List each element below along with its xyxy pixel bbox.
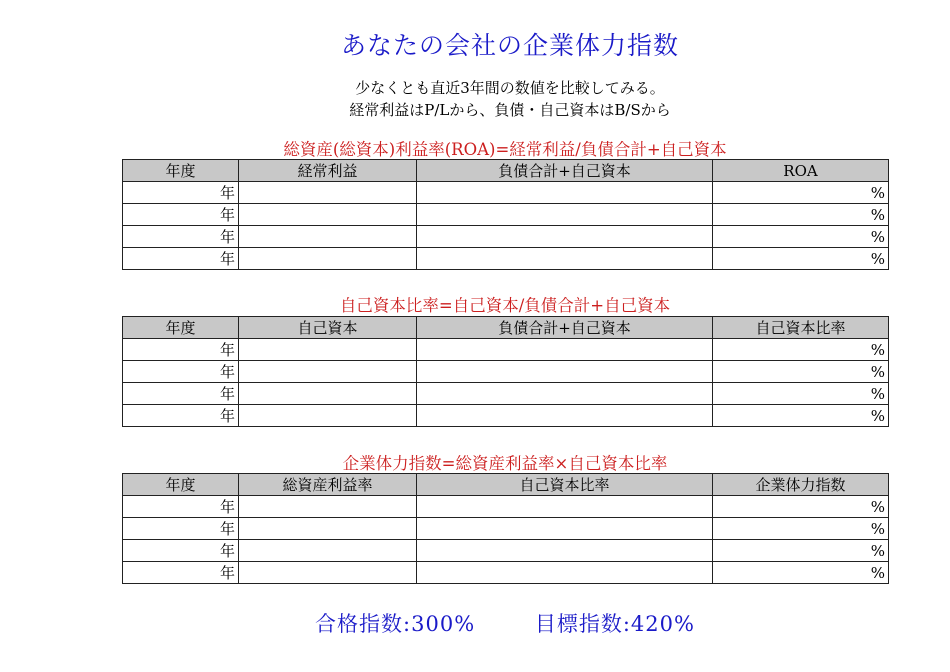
table-header-row bbox=[123, 474, 889, 496]
input-cell[interactable] bbox=[239, 226, 417, 248]
input-cell[interactable] bbox=[417, 383, 713, 405]
input-cell[interactable] bbox=[239, 361, 417, 383]
input-cell[interactable] bbox=[239, 182, 417, 204]
input-cell[interactable] bbox=[239, 204, 417, 226]
input-cell[interactable] bbox=[417, 496, 713, 518]
year-cell[interactable]: 年 bbox=[123, 496, 239, 518]
percent-cell[interactable]: % bbox=[713, 518, 889, 540]
year-cell[interactable]: 年 bbox=[123, 182, 239, 204]
input-cell[interactable] bbox=[417, 339, 713, 361]
year-cell[interactable]: 年 bbox=[123, 405, 239, 427]
percent-cell[interactable]: % bbox=[713, 383, 889, 405]
input-cell[interactable] bbox=[417, 226, 713, 248]
table-row bbox=[123, 226, 889, 248]
header-equity-ratio: 自己資本比率 bbox=[417, 474, 713, 496]
input-cell[interactable] bbox=[239, 540, 417, 562]
year-cell[interactable]: 年 bbox=[123, 339, 239, 361]
percent-cell[interactable]: % bbox=[713, 248, 889, 270]
header-total-capital: 負債合計+自己資本 bbox=[417, 317, 713, 339]
roa-formula: 総資産(総資本)利益率(ROA)=経常利益/負債合計+自己資本 bbox=[283, 140, 727, 159]
input-cell[interactable] bbox=[239, 405, 417, 427]
equity-ratio-table bbox=[122, 316, 889, 427]
input-cell[interactable] bbox=[417, 182, 713, 204]
input-cell[interactable] bbox=[239, 562, 417, 584]
header-ordinary-profit: 経常利益 bbox=[239, 160, 417, 182]
percent-cell[interactable]: % bbox=[713, 182, 889, 204]
year-cell[interactable]: 年 bbox=[123, 226, 239, 248]
year-cell[interactable]: 年 bbox=[123, 383, 239, 405]
target-index: 目標指数:420% bbox=[534, 612, 695, 636]
table-row bbox=[123, 182, 889, 204]
table-row bbox=[123, 361, 889, 383]
subtitle-line-2: 経常利益はP/Lから、負債・自己資本はB/Sから bbox=[349, 101, 671, 119]
header-year: 年度 bbox=[123, 160, 239, 182]
year-cell[interactable]: 年 bbox=[123, 204, 239, 226]
input-cell[interactable] bbox=[239, 383, 417, 405]
input-cell[interactable] bbox=[417, 518, 713, 540]
input-cell[interactable] bbox=[417, 405, 713, 427]
input-cell[interactable] bbox=[417, 248, 713, 270]
roa-table bbox=[122, 159, 889, 270]
table-header-row bbox=[123, 160, 889, 182]
year-cell[interactable]: 年 bbox=[123, 361, 239, 383]
input-cell[interactable] bbox=[239, 518, 417, 540]
percent-cell[interactable]: % bbox=[713, 496, 889, 518]
percent-cell[interactable]: % bbox=[713, 361, 889, 383]
table-row bbox=[123, 248, 889, 270]
table-row bbox=[123, 405, 889, 427]
input-cell[interactable] bbox=[239, 496, 417, 518]
header-year: 年度 bbox=[123, 317, 239, 339]
percent-cell[interactable]: % bbox=[713, 204, 889, 226]
percent-cell[interactable]: % bbox=[713, 562, 889, 584]
header-year: 年度 bbox=[123, 474, 239, 496]
table-row bbox=[123, 383, 889, 405]
header-equity: 自己資本 bbox=[239, 317, 417, 339]
year-cell[interactable]: 年 bbox=[123, 518, 239, 540]
header-roa: 総資産利益率 bbox=[239, 474, 417, 496]
table-row bbox=[123, 204, 889, 226]
strength-index-table bbox=[122, 473, 889, 584]
header-strength-index: 企業体力指数 bbox=[713, 474, 889, 496]
percent-cell[interactable]: % bbox=[713, 405, 889, 427]
table-row bbox=[123, 496, 889, 518]
table-row bbox=[123, 339, 889, 361]
percent-cell[interactable]: % bbox=[713, 540, 889, 562]
table-header-row bbox=[123, 317, 889, 339]
input-cell[interactable] bbox=[417, 540, 713, 562]
header-roa: ROA bbox=[713, 160, 889, 182]
header-equity-ratio: 自己資本比率 bbox=[713, 317, 889, 339]
input-cell[interactable] bbox=[239, 248, 417, 270]
equity-ratio-formula: 自己資本比率=自己資本/負債合計+自己資本 bbox=[339, 296, 671, 315]
pass-index: 合格指数:300% bbox=[315, 612, 476, 636]
percent-cell[interactable]: % bbox=[713, 339, 889, 361]
strength-index-formula: 企業体力指数=総資産利益率×自己資本比率 bbox=[342, 454, 668, 473]
input-cell[interactable] bbox=[239, 339, 417, 361]
header-total-capital: 負債合計+自己資本 bbox=[417, 160, 713, 182]
subtitle-line-1: 少なくとも直近3年間の数値を比較してみる。 bbox=[355, 79, 665, 97]
table-row bbox=[123, 518, 889, 540]
input-cell[interactable] bbox=[417, 361, 713, 383]
page-title: あなたの会社の企業体力指数 bbox=[340, 31, 679, 60]
input-cell[interactable] bbox=[417, 204, 713, 226]
input-cell[interactable] bbox=[417, 562, 713, 584]
table-row bbox=[123, 540, 889, 562]
table-row bbox=[123, 562, 889, 584]
year-cell[interactable]: 年 bbox=[123, 562, 239, 584]
year-cell[interactable]: 年 bbox=[123, 540, 239, 562]
footer-indices bbox=[0, 608, 950, 638]
year-cell[interactable]: 年 bbox=[123, 248, 239, 270]
percent-cell[interactable]: % bbox=[713, 226, 889, 248]
